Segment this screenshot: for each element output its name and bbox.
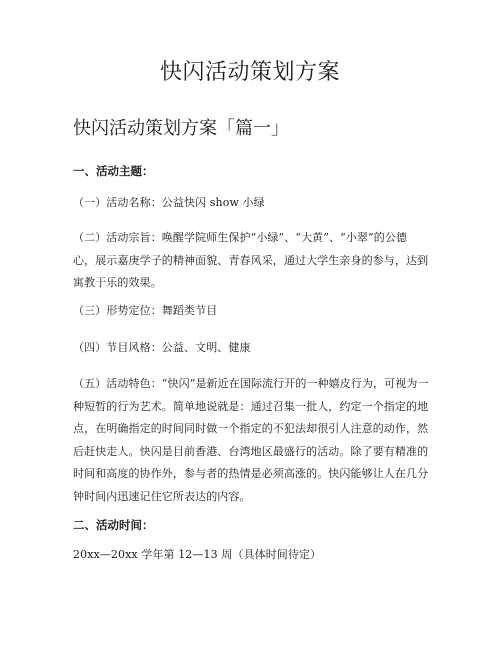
section-title: 快闪活动策划方案「篇一」 (73, 118, 289, 139)
item-activity-time: 20xx—20xx 学年第 12—13 周（具体时间待定） (73, 548, 322, 561)
item-positioning: （三）形势定位：舞蹈类节目 (73, 304, 218, 317)
item-program-style: （四）节目风格：公益、文明、健康 (73, 341, 251, 354)
document-title: 快闪活动策划方案 (159, 60, 340, 85)
heading-activity-theme: 一、活动主题： (73, 164, 154, 178)
item-activity-features: （五）活动特色：“快闪”是新近在国际流行开的一种嬉皮行为，可视为一种短暂的行为艺术。简单地说就是：通过召集一批人，约定一个指定的地点，在明确指定的时间同时做一个指定的不犯法却很引人注意的动作，然后赶快走人。快闪是目前香港、台湾地区最盛行的活动。除了要有精准的时间和高度的协作外，参与者的热情是必须高涨的。快闪能够让人在几分钟时间内迅速记住它所表达的内容。 (73, 377, 429, 503)
heading-activity-time: 二、活动时间： (73, 518, 154, 532)
item-activity-name: （一）活动名称：公益快闪 show 小绿 (73, 196, 265, 209)
item-activity-purpose: （二）活动宗旨：唤醒学院师生保护“小绿”、“大黄”、“小翠”的公德心，展示嘉庚学子的精神面貌、青春风采，通过大学生亲身的参与，达到寓教于乐的效果。 (73, 231, 429, 289)
